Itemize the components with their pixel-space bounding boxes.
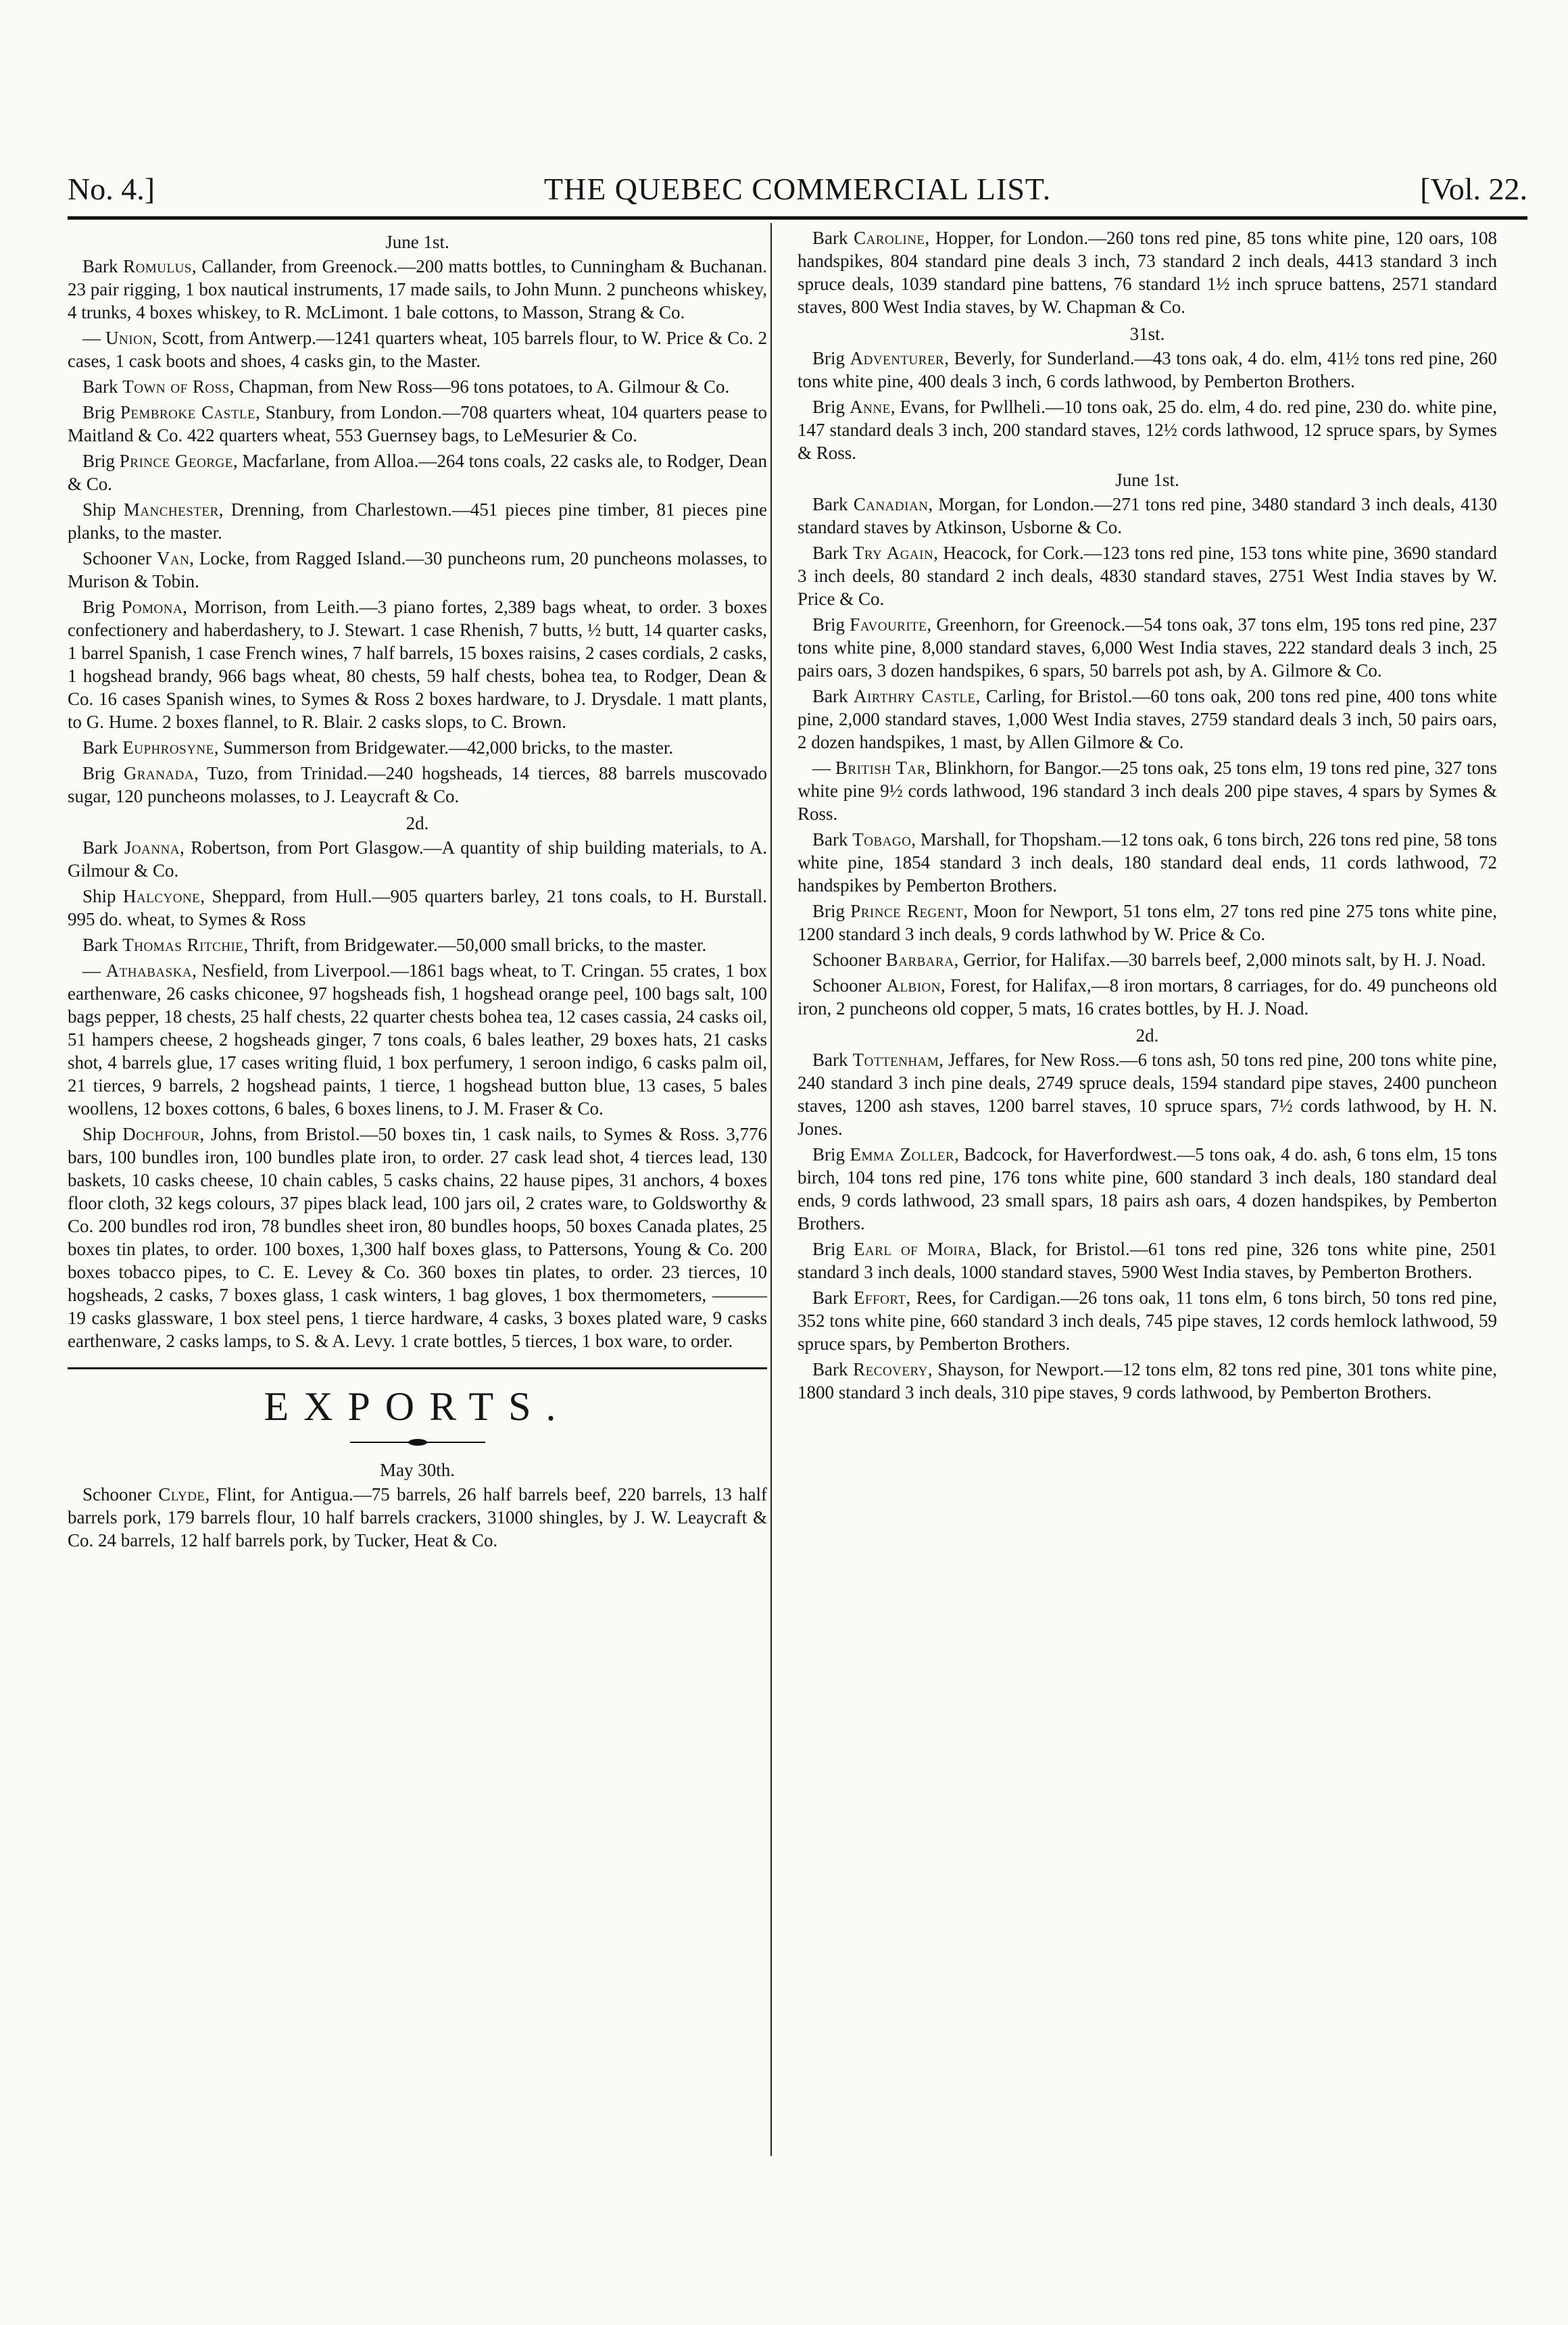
entry-prefix: Schooner	[812, 975, 887, 996]
shipping-entry	[68, 326, 767, 372]
shipping-entry	[798, 347, 1497, 393]
vessel-name: Dochfour	[122, 1124, 200, 1144]
vessel-name: Caroline	[854, 228, 925, 248]
exports-heading: EXPORTS.	[264, 1384, 571, 1429]
entry-prefix: Bark	[812, 1359, 854, 1379]
vessel-name: Union	[105, 328, 153, 348]
entry-prefix: Brig	[812, 397, 850, 417]
entry-prefix: Bark	[812, 1288, 854, 1308]
vessel-name: Albion	[886, 975, 941, 996]
exports-date: May 30th.	[380, 1460, 455, 1480]
shipping-entry	[798, 395, 1497, 464]
cargo-details: , Marshall, for Thopsham.—12 tons oak, 6 tons birch, 226 tons red pine, 58 tons white pine, 1854 standard 3 inch deals, 180 standard deal ends, 11 cords lathwood, 72 handspikes by Pemberton Brothers.	[798, 829, 1498, 896]
cargo-details: , Beverly, for Sunderland.—43 tons oak, 4 do. elm, 41½ tons red pine, 260 tons white pine, 400 deals 3 inch, 6 cords lathwood, by Pemberton Brothers.	[798, 348, 1497, 391]
shipping-entry	[798, 226, 1497, 318]
date-heading: 31st.	[1129, 324, 1165, 344]
shipping-entry	[68, 959, 767, 1120]
shipping-entry	[68, 547, 767, 593]
shipping-entry	[798, 756, 1497, 825]
entry-prefix: Bark	[82, 935, 123, 955]
shipping-entry	[68, 255, 767, 324]
date-heading: June 1st.	[385, 232, 449, 252]
shipping-entry	[798, 1143, 1497, 1235]
entry-prefix: Bark	[812, 829, 853, 850]
entry-prefix: Bark	[812, 686, 854, 706]
cargo-details: , Tuzo, from Trinidad.—240 hogsheads, 14 tierces, 88 barrels muscovado sugar, 120 puncheons molasses, to J. Leaycraft & Co.	[68, 763, 767, 806]
vessel-name: Try Again	[852, 543, 934, 563]
vessel-name: Effort	[854, 1288, 906, 1308]
cargo-details: , Chapman, from New Ross—96 tons potatoes, to A. Gilmour & Co.	[229, 376, 730, 397]
entry-prefix: Bark	[812, 1050, 853, 1070]
page-header	[68, 169, 1527, 210]
cargo-details: , Carling, for Bristol.—60 tons oak, 200 tons red pine, 400 tons white pine, 2,000 standard staves, 1,000 West India staves, 2759 standard deals 3 inch, 50 pairs oars, 2 dozen handspikes, 1 mast, by Allen Gilmore & Co.	[798, 686, 1497, 752]
shipping-entry	[798, 1048, 1497, 1140]
exports-continued-list	[798, 226, 1497, 1404]
vessel-name: Thomas Ritchie	[122, 935, 244, 955]
vessel-name: Prince George	[119, 451, 233, 471]
shipping-entry	[798, 1238, 1497, 1283]
vessel-name: Granada	[123, 763, 195, 783]
entry-prefix: Bark	[812, 494, 854, 514]
cargo-details: , Forest, for Halifax,—8 iron mortars, 8 carriages, for do. 49 puncheons old iron, 2 puncheons old copper, 5 mats, 16 crates bottles, by H. J. Noad.	[798, 975, 1497, 1019]
vessel-name: Clyde	[158, 1484, 205, 1504]
cargo-details: , Greenhorn, for Greenock.—54 tons oak, 37 tons elm, 195 tons red pine, 237 tons white pine, 8,000 standard staves, 6,000 West India staves, 222 standard deals 3 inch, 25 pairs oars, 3 dozen handspikes, 6 spars, 50 barrels pot ash, by A. Gilmore & Co.	[798, 614, 1497, 681]
shipping-entry	[798, 828, 1497, 897]
shipping-entry	[68, 885, 767, 931]
entry-prefix: Schooner	[812, 950, 886, 970]
shipping-entry	[68, 836, 767, 882]
vessel-name: Pembroke Castle	[120, 402, 256, 422]
shipping-entry	[798, 900, 1497, 946]
cargo-details: , Sheppard, from Hull.—905 quarters barley, 21 tons coals, to H. Burstall. 995 do. wheat, to Symes & Ross	[68, 886, 767, 929]
vessel-name: Favourite	[850, 614, 927, 635]
entry-prefix: Schooner	[82, 548, 157, 568]
cargo-details: , Morgan, for London.—271 tons red pine, 3480 standard 3 inch deals, 4130 standard staves by Atkinson, Usborne & Co.	[798, 494, 1497, 537]
entry-prefix: —	[82, 960, 106, 981]
cargo-details: , Scott, from Antwerp.—1241 quarters wheat, 105 barrels flour, to W. Price & Co. 2 cases, 1 cask boots and shoes, 4 casks gin, to the Master.	[68, 328, 768, 371]
date-heading: June 1st.	[1115, 470, 1179, 490]
issue-number: No. 4.]	[68, 172, 155, 206]
cargo-details: , Drenning, from Charlestown.—451 pieces pine timber, 81 pieces pine planks, to the master.	[68, 499, 767, 543]
shipping-entry	[798, 685, 1497, 754]
volume-number: [Vol. 22.	[1420, 172, 1527, 206]
shipping-entry	[68, 1123, 767, 1352]
shipping-entry	[798, 948, 1497, 971]
ornament-lozenge	[408, 1439, 427, 1446]
cargo-details: , Nesfield, from Liverpool.—1861 bags wheat, to T. Cringan. 55 crates, 1 box earthenware, 26 casks chiconee, 97 hogsheads fish, 1 hogshead orange peel, 100 bags salt, 100 bags pepper, 18 chests, 25 half chests, 22 quarter chests bohea tea, 12 cases cassia, 24 casks oil, 51 hampers cheese, 2 hogsheads ginger, 7 tons coals, 6 bales leather, 29 boxes hats, 21 casks shot, 4 barrels glue, 17 cases writing fluid, 1 box perfumery, 1 seroon indigo, 6 casks palm oil, 21 tierces, 9 barrels, 2 hogshead paints, 1 tierce, 1 hogshead button blue, 13 cases, 5 bales woollens, 12 boxes cottons, 6 bales, 6 boxes linens, to J. M. Fraser & Co.	[68, 960, 768, 1119]
vessel-name: Romulus	[123, 256, 192, 276]
exports-continued-column	[798, 226, 1497, 1406]
entry-prefix: Brig	[812, 614, 850, 635]
cargo-details: , Gerrior, for Halifax.—30 barrels beef, 2,000 minots salt, by H. J. Noad.	[954, 950, 1486, 970]
vessel-name: Canadian	[853, 494, 929, 514]
imports-list	[68, 230, 767, 1352]
entry-prefix: Bark	[82, 737, 123, 758]
vessel-name: Euphrosyne	[122, 737, 214, 758]
vessel-name: Airthry Castle	[853, 686, 976, 706]
ornament-divider	[350, 1436, 485, 1449]
entry-prefix: Brig	[82, 451, 120, 471]
cargo-details: , Stanbury, from London.—708 quarters wheat, 104 quarters pease to Maitland & Co. 422 quarters wheat, 553 Guernsey bags, to LeMesurier & Co.	[68, 402, 767, 445]
vessel-name: Earl of Moira	[853, 1239, 977, 1259]
shipping-entry	[798, 1358, 1497, 1404]
vessel-name: Pomona	[122, 597, 183, 617]
shipping-entry	[68, 1483, 767, 1552]
shipping-entry	[68, 401, 767, 447]
entry-prefix: Brig	[812, 901, 851, 921]
imports-column	[68, 226, 767, 1555]
entry-prefix: Brig	[82, 402, 120, 422]
entry-prefix: —	[82, 328, 106, 348]
shipping-entry	[68, 375, 767, 398]
exports-list	[68, 1483, 767, 1552]
entry-prefix: Bark	[82, 256, 124, 276]
cargo-details: , Moon for Newport, 51 tons elm, 27 tons red pine 275 tons white pine, 1200 standard 3 inch deals, 9 cords lathwhod by W. Price & Co.	[798, 901, 1497, 944]
cargo-details: , Badcock, for Haverfordwest.—5 tons oak, 4 do. ash, 6 tons elm, 15 tons birch, 104 tons red pine, 176 tons white pine, 600 standard 3 inch deals, 180 standard deal ends, 9 cords lathwood, 23 small spars, 18 pairs ash oars, 4 dozen handspikes, by Pemberton Brothers.	[798, 1144, 1497, 1233]
entry-prefix: Ship	[82, 886, 124, 906]
entry-prefix: Ship	[82, 1124, 123, 1144]
shipping-entry	[68, 498, 767, 544]
vessel-name: Adventurer	[850, 348, 945, 368]
entry-prefix: —	[812, 758, 835, 778]
cargo-details: , Locke, from Ragged Island.—30 puncheons rum, 20 puncheons molasses, to Murison & Tobin.	[68, 548, 767, 591]
vessel-name: Prince Regent	[850, 901, 964, 921]
cargo-details: , Johns, from Bristol.—50 boxes tin, 1 cask nails, to Symes & Ross. 3,776 bars, 100 bundles iron, 100 bundles plate iron, to order. 27 cask lead shot, 4 tierces lead, 130 baskets, 10 casks cheese, 10 chain cables, 5 casks chains, 22 hause pipes, 31 anchors, 4 boxes floor cloth, 32 kegs colours, 37 pipes black lead, 100 jars oil, 2 crates ware, to Goldsworthy & Co. 200 bundles rod iron, 78 bundles sheet iron, 80 bundles hoops, 50 boxes Canada plates, 25 boxes tin plates, to order. 100 boxes, 1,300 half boxes glass, to Pattersons, Young & Co. 200 boxes tobacco pipes, to C. E. Levey & Co. 360 boxes tin plates, to order. 23 tierces, 10 hogsheads, 2 casks, 7 boxes glass, 1 cask winters, 1 bag gloves, 1 box thermometers, ——— 19 casks glassware, 1 box steel pens, 1 tierce hardware, 4 casks, 3 boxes plated ware, 9 casks earthenware, 2 casks lamps, to S. & A. Levy. 1 crate bottles, 5 tierces, 1 box ware, to order.	[68, 1124, 767, 1351]
shipping-entry	[798, 493, 1497, 539]
cargo-details: , Thrift, from Bridgewater.—50,000 small bricks, to the master.	[243, 935, 707, 955]
vessel-name: Athabaska	[105, 960, 193, 981]
vessel-name: Tottenham	[852, 1050, 939, 1070]
cargo-details: , Black, for Bristol.—61 tons red pine, 326 tons white pine, 2501 standard 3 inch deals, 1000 standard staves, 5900 West India staves, by Pemberton Brothers.	[798, 1239, 1497, 1282]
header-rule	[68, 216, 1527, 220]
publication-title: THE QUEBEC COMMERCIAL LIST.	[543, 172, 1052, 206]
cargo-details: , Evans, for Pwllheli.—10 tons oak, 25 do. elm, 4 do. red pine, 230 do. white pine, 147 standard deals 3 inch, 200 standard staves, 12½ cords lathwood, 12 spruce spars, by Symes & Ross.	[798, 397, 1497, 463]
entry-prefix: Bark	[82, 376, 123, 397]
shipping-entry	[798, 613, 1497, 682]
entry-prefix: Brig	[82, 763, 124, 783]
entry-prefix: Bark	[812, 543, 853, 563]
entry-prefix: Brig	[812, 1144, 850, 1165]
cargo-details: , Macfarlane, from Alloa.—264 tons coals, 22 casks ale, to Rodger, Dean & Co.	[68, 451, 767, 494]
vessel-name: Barbara	[885, 950, 954, 970]
vessel-name: Town of Ross	[122, 376, 230, 397]
cargo-details: , Shayson, for Newport.—12 tons elm, 82 tons red pine, 301 tons white pine, 1800 standard 3 inch deals, 310 pipe staves, 9 cords lathwood, by Pemberton Brothers.	[798, 1359, 1497, 1402]
cargo-details: , Summerson from Bridgewater.—42,000 bricks, to the master.	[214, 737, 674, 758]
shipping-entry	[798, 1286, 1497, 1355]
cargo-details: , Flint, for Antigua.—75 barrels, 26 half barrels beef, 220 barrels, 13 half barrels pork, 179 barrels flour, 10 half barrels crackers, 31000 shingles, by J. W. Leaycraft & Co. 24 barrels, 12 half barrels pork, by Tucker, Heat & Co.	[68, 1484, 767, 1550]
vessel-name: Tobago	[852, 829, 912, 850]
vessel-name: Manchester	[123, 499, 219, 520]
cargo-details: , Jeffares, for New Ross.—6 tons ash, 50 tons red pine, 200 tons white pine, 240 standard 3 inch pine deals, 2749 spruce deals, 1594 standard pipe staves, 2400 puncheon staves, 1200 ash staves, 1200 barrel staves, 10 spruce spars, 7½ cords lathwood, by H. N. Jones.	[798, 1050, 1498, 1139]
shipping-entry	[798, 541, 1497, 610]
shipping-entry	[68, 762, 767, 808]
cargo-details: , Blinkhorn, for Bangor.—25 tons oak, 25 tons elm, 19 tons red pine, 327 tons white pine 9½ cords lathwood, 196 standard 3 inch deals 200 pipe staves, 4 spars by Symes & Ross.	[798, 758, 1497, 824]
entry-prefix: Bark	[82, 837, 124, 858]
vessel-name: British Tar	[835, 758, 926, 778]
date-heading: 2d.	[1135, 1025, 1159, 1046]
shipping-entry	[68, 449, 767, 495]
vessel-name: Van	[156, 548, 190, 568]
cargo-details: , Rees, for Cardigan.—26 tons oak, 11 tons elm, 6 tons birch, 50 tons red pine, 352 tons white pine, 660 standard 3 inch deals, 745 pipe staves, 12 cords hemlock lathwood, 59 spruce spars, by Pemberton Brothers.	[798, 1288, 1497, 1354]
date-heading: 2d.	[406, 813, 429, 833]
entry-prefix: Ship	[82, 499, 124, 520]
cargo-details: , Heacock, for Cork.—123 tons red pine, 153 tons white pine, 3690 standard 3 inch deels, 80 standard 2 inch deals, 4830 standard staves, 2751 West India staves by W. Price & Co.	[798, 543, 1497, 609]
shipping-entry	[68, 933, 767, 956]
vessel-name: Recovery	[853, 1359, 928, 1379]
cargo-details: , Callander, from Greenock.—200 matts bottles, to Cunningham & Buchanan. 23 pair rigging, 1 box nautical instruments, 17 made sails, to John Munn. 2 puncheons whiskey, 4 trunks, 4 boxes whiskey, to R. McLimont. 1 bale cottons, to Masson, Strang & Co.	[68, 256, 768, 322]
shipping-entry	[68, 736, 767, 759]
vessel-name: Emma Zoller	[850, 1144, 955, 1165]
vessel-name: Halcyone	[123, 886, 201, 906]
entry-prefix: Brig	[812, 348, 850, 368]
vessel-name: Joanna	[124, 837, 180, 858]
column-divider	[770, 223, 772, 2156]
entry-prefix: Bark	[812, 228, 854, 248]
shipping-entry	[798, 974, 1497, 1020]
cargo-details: , Morrison, from Leith.—3 piano fortes, 2,389 bags wheat, to order. 3 boxes confectionery and haberdashery, to J. Stewart. 1 case Rhenish, 7 butts, ½ butt, 14 quarter casks, 1 barrel Spanish, 1 case French wines, 7 half barrels, 15 boxes raisins, 2 cases cordials, 2 casks, 1 hogshead brandy, 966 bags wheat, 80 chests, 59 half chests, bohea tea, to Rodger, Dean & Co. 16 cases Spanish wines, to Symes & Ross 2 boxes hardware, to J. Drysdale. 1 matt plants, to G. Hume. 2 boxes flannel, to R. Blair. 2 casks slops, to C. Brown.	[68, 597, 767, 732]
entry-prefix: Schooner	[82, 1484, 159, 1504]
entry-prefix: Brig	[82, 597, 122, 617]
vessel-name: Anne	[850, 397, 891, 417]
cargo-details: , Robertson, from Port Glasgow.—A quantity of ship building materials, to A. Gilmour & Co.	[68, 837, 767, 881]
entry-prefix: Brig	[812, 1239, 854, 1259]
cargo-details: , Hopper, for London.—260 tons red pine, 85 tons white pine, 120 oars, 108 handspikes, 804 standard pine deals 3 inch, 73 standard 2 inch deals, 4413 standard 3 inch spruce deals, 1039 standard pine battens, 76 standard 1½ inch spruce battens, 2571 standard staves, 800 West India staves, by W. Chapman & Co.	[798, 228, 1497, 317]
shipping-entry	[68, 595, 767, 733]
exports-divider	[68, 1367, 767, 1369]
